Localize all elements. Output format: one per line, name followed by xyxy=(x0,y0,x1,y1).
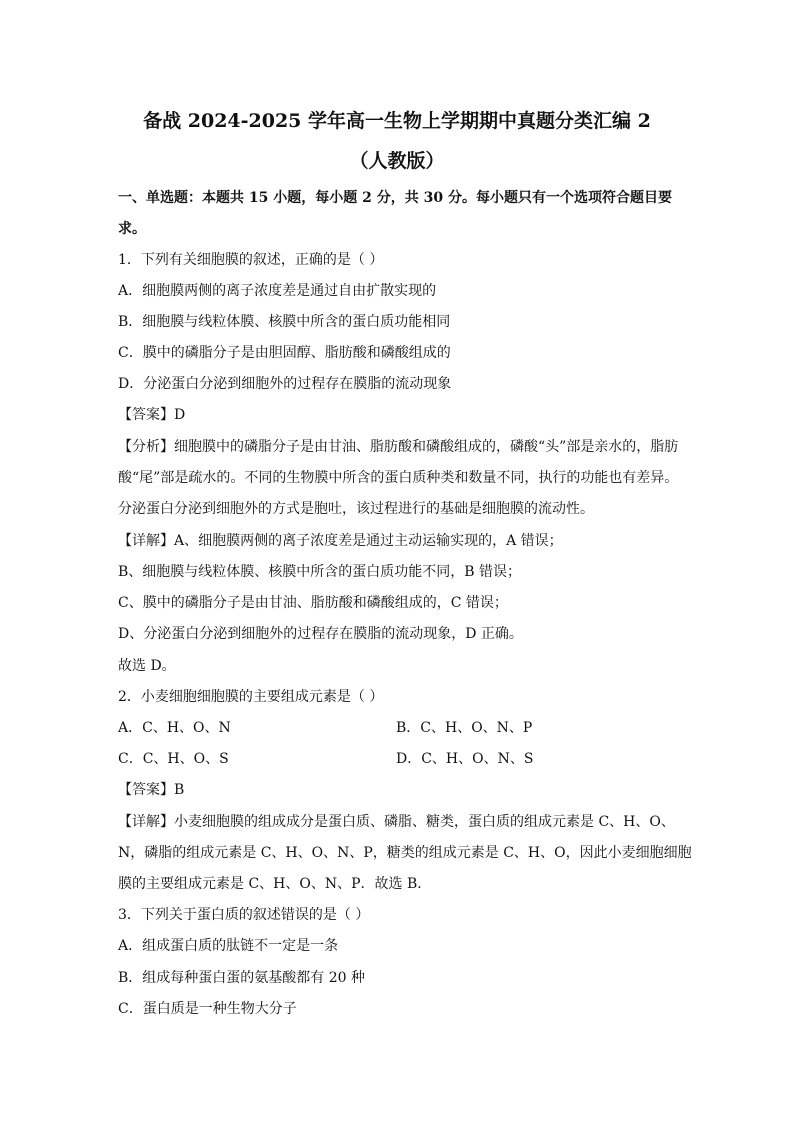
q1-detail-line1: 【详解】A、细胞膜两侧的离子浓度差是通过主动运输实现的，A 错误； xyxy=(118,533,563,549)
q2-option-b: B．C、H、O、N、P xyxy=(396,720,533,736)
q1-analysis-line3: 分泌蛋白分泌到细胞外的方式是胞吐，该过程进行的基础是细胞膜的流动性。 xyxy=(118,501,594,517)
q1-option-d: D．分泌蛋白分泌到细胞外的过程存在膜脂的流动现象 xyxy=(118,376,452,392)
q2-detail-line1: 【详解】小麦细胞膜的组成成分是蛋白质、磷脂、糖类，蛋白质的组成元素是 C、H、O、 xyxy=(118,814,675,830)
q1-conclusion: 故选 D。 xyxy=(118,658,176,674)
q1-option-b: B．细胞膜与线粒体膜、核膜中所含的蛋白质功能相同 xyxy=(118,314,451,330)
q2-option-d: D．C、H、O、N、S xyxy=(396,751,534,767)
q1-option-a: A．细胞膜两侧的离子浓度差是通过自由扩散实现的 xyxy=(118,283,437,299)
section-heading-line2: 求。 xyxy=(118,221,146,237)
q1-detail-line4: D、分泌蛋白分泌到细胞外的过程存在膜脂的流动现象，D 正确。 xyxy=(118,626,523,642)
q3-option-b: B．组成每种蛋白蛋的氨基酸都有 20 种 xyxy=(118,970,366,986)
q1-stem: 1．下列有关细胞膜的叙述，正确的是（ ） xyxy=(118,252,384,268)
q2-answer: 【答案】B xyxy=(118,782,185,798)
q2-detail-line2: N，磷脂的组成元素是 C、H、O、N、P，糖类的组成元素是 C、H、O，因此小麦细胞细胞 xyxy=(118,845,692,861)
section-heading-line1: 一、单选题：本题共 15 小题，每小题 2 分，共 30 分。每小题只有一个选项符合题目要 xyxy=(118,190,672,206)
q2-stem: 2．小麦细胞细胞膜的主要组成元素是（ ） xyxy=(118,689,384,705)
q3-stem: 3．下列关于蛋白质的叙述错误的是（ ） xyxy=(118,907,370,923)
q1-analysis-line2: 酸“尾”部是疏水的。不同的生物膜中所含的蛋白质种类和数量不同，执行的功能也有差异。 xyxy=(118,470,679,486)
q3-option-c: C．蛋白质是一种生物大分子 xyxy=(118,1001,297,1017)
q1-option-c: C．膜中的磷脂分子是由胆固醇、脂肪酸和磷酸组成的 xyxy=(118,345,451,361)
doc-title-line1: 备战 2024-2025 学年高一生物上学期期中真题分类汇编 2 xyxy=(143,110,651,132)
q1-detail-line2: B、细胞膜与线粒体膜、核膜中所含的蛋白质功能不同，B 错误； xyxy=(118,564,522,580)
q1-analysis-line1: 【分析】细胞膜中的磷脂分子是由甘油、脂肪酸和磷酸组成的，磷酸“头”部是亲水的，脂肪 xyxy=(118,439,679,455)
q1-answer: 【答案】D xyxy=(118,407,186,423)
doc-title-line2: （人教版） xyxy=(349,150,445,172)
q1-detail-line3: C、膜中的磷脂分子是由甘油、脂肪酸和磷酸组成的，C 错误； xyxy=(118,595,508,611)
q2-detail-line3: 膜的主要组成元素是 C、H、O、N、P．故选 B． xyxy=(118,876,432,892)
q2-option-a: A．C、H、O、N xyxy=(118,720,231,736)
q3-option-a: A．组成蛋白质的肽链不一定是一条 xyxy=(118,938,339,954)
q2-option-c: C．C、H、O、S xyxy=(118,751,229,767)
